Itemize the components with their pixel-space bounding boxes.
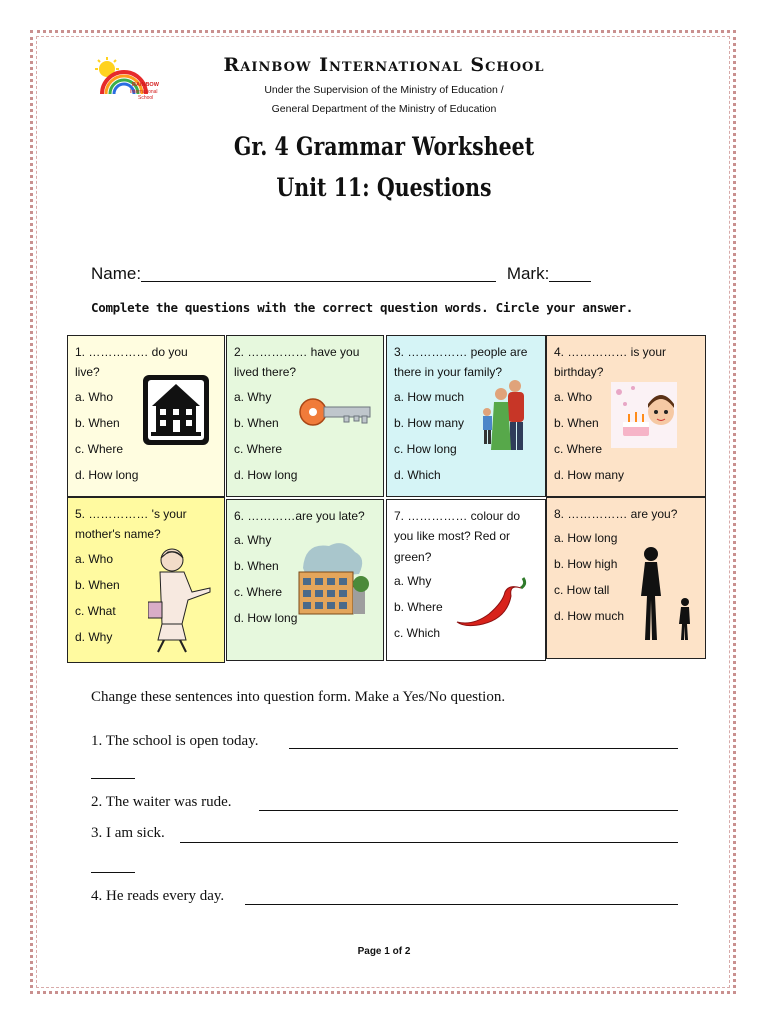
- answer-option[interactable]: b. How many: [394, 415, 465, 430]
- section2-instruction: Change these sentences into question form. Make a Yes/No question.: [91, 689, 506, 705]
- question-text: 5. …………… 's your mother's name?: [75, 507, 187, 542]
- answer-option[interactable]: c. How long: [394, 441, 457, 456]
- answer-option[interactable]: d. How long: [234, 467, 298, 482]
- answer-option[interactable]: b. Where: [394, 600, 443, 615]
- question-text: 3. …………… people are there in your family?: [394, 345, 528, 380]
- mark-label: Mark:: [506, 264, 550, 283]
- answer-option[interactable]: a. How long: [554, 531, 618, 546]
- family-icon: [477, 376, 537, 454]
- house-icon: [142, 374, 210, 448]
- name-label: Name:: [91, 264, 142, 283]
- question-text: 1. …………… do you live?: [75, 345, 188, 380]
- unit-title: Unit 11: Questions: [276, 173, 492, 202]
- question-text: 8. …………… are you?: [554, 507, 678, 521]
- page-number: Page 1 of 2: [357, 946, 411, 957]
- mother-icon: [148, 544, 214, 656]
- answer-option[interactable]: b. When: [75, 577, 120, 592]
- answer-option[interactable]: a. How much: [394, 389, 465, 404]
- school-name: Rainbow International School: [223, 54, 545, 76]
- answer-line-3-cont[interactable]: [91, 872, 135, 873]
- answer-option[interactable]: d. Which: [394, 467, 441, 482]
- question-text: 7. …………… colour do you like most? Red or green?: [394, 509, 521, 564]
- birthday-icon: [611, 382, 677, 450]
- question-text: 4. …………… is your birthday?: [554, 345, 667, 380]
- question-box-6: [226, 499, 384, 661]
- answer-option[interactable]: b. How high: [554, 557, 618, 572]
- answer-option[interactable]: a. Why: [394, 574, 432, 589]
- worksheet-title: Gr. 4 Grammar Worksheet: [233, 132, 535, 161]
- name-field[interactable]: [141, 281, 496, 282]
- supervision-line-2: General Department of the Ministry of Education: [271, 103, 497, 115]
- answer-option[interactable]: b. When: [554, 415, 599, 430]
- instruction-text: Complete the questions with the correct question words. Circle your answer.: [91, 300, 633, 315]
- answer-option[interactable]: a. Who: [554, 389, 593, 404]
- building-icon: [293, 538, 369, 620]
- svg-text:RAINBOW: RAINBOW: [132, 82, 159, 88]
- answer-option[interactable]: c. How tall: [554, 583, 610, 598]
- supervision-line-1: Under the Supervision of the Ministry of Education /: [264, 84, 504, 96]
- answer-line-2[interactable]: [259, 810, 678, 811]
- sentence-4: 4. He reads every day.: [91, 888, 225, 904]
- svg-text:International: International: [130, 89, 158, 95]
- question-text: 6. …………are you late?: [234, 509, 365, 523]
- answer-option[interactable]: b. When: [75, 415, 120, 430]
- answer-line-4[interactable]: [245, 904, 678, 905]
- sentence-1: 1. The school is open today.: [91, 733, 259, 749]
- question-box-1: [67, 335, 225, 497]
- answer-line-3[interactable]: [180, 842, 678, 843]
- svg-text:School: School: [138, 95, 154, 101]
- answer-line-1-cont[interactable]: [91, 778, 135, 779]
- people-height-icon: [635, 544, 695, 646]
- chili-icon: [453, 574, 533, 636]
- answer-option[interactable]: a. Who: [75, 389, 114, 404]
- answer-option[interactable]: c. Where: [75, 441, 124, 456]
- question-box-2: [226, 335, 384, 497]
- answer-option[interactable]: a. Why: [234, 533, 272, 548]
- answer-option[interactable]: b. When: [234, 559, 279, 574]
- question-box-3: [386, 335, 546, 497]
- question-box-8: [546, 497, 706, 659]
- answer-option[interactable]: d. How long: [234, 611, 298, 626]
- answer-line-1[interactable]: [289, 748, 678, 749]
- answer-option[interactable]: d. How long: [75, 467, 139, 482]
- key-icon: [299, 392, 375, 434]
- answer-option[interactable]: c. Which: [394, 626, 441, 641]
- answer-option[interactable]: c. Where: [234, 441, 283, 456]
- answer-option[interactable]: b. When: [234, 415, 279, 430]
- question-box-7: [386, 499, 546, 661]
- question-box-5: [67, 497, 225, 663]
- answer-option[interactable]: a. Who: [75, 551, 114, 566]
- answer-option[interactable]: c. What: [75, 603, 116, 618]
- name-mark-row: [91, 264, 591, 284]
- mark-field[interactable]: [549, 281, 591, 282]
- answer-option[interactable]: c. Where: [234, 585, 283, 600]
- question-text: 2. …………… have you lived there?: [234, 345, 360, 380]
- answer-option[interactable]: c. Where: [554, 441, 603, 456]
- sentence-3: 3. I am sick.: [91, 825, 165, 841]
- answer-option[interactable]: d. Why: [75, 629, 113, 644]
- answer-option[interactable]: d. How much: [554, 609, 625, 624]
- sentence-2: 2. The waiter was rude.: [91, 794, 232, 810]
- answer-option[interactable]: d. How many: [554, 467, 625, 482]
- question-box-4: [546, 335, 706, 497]
- answer-option[interactable]: a. Why: [234, 389, 272, 404]
